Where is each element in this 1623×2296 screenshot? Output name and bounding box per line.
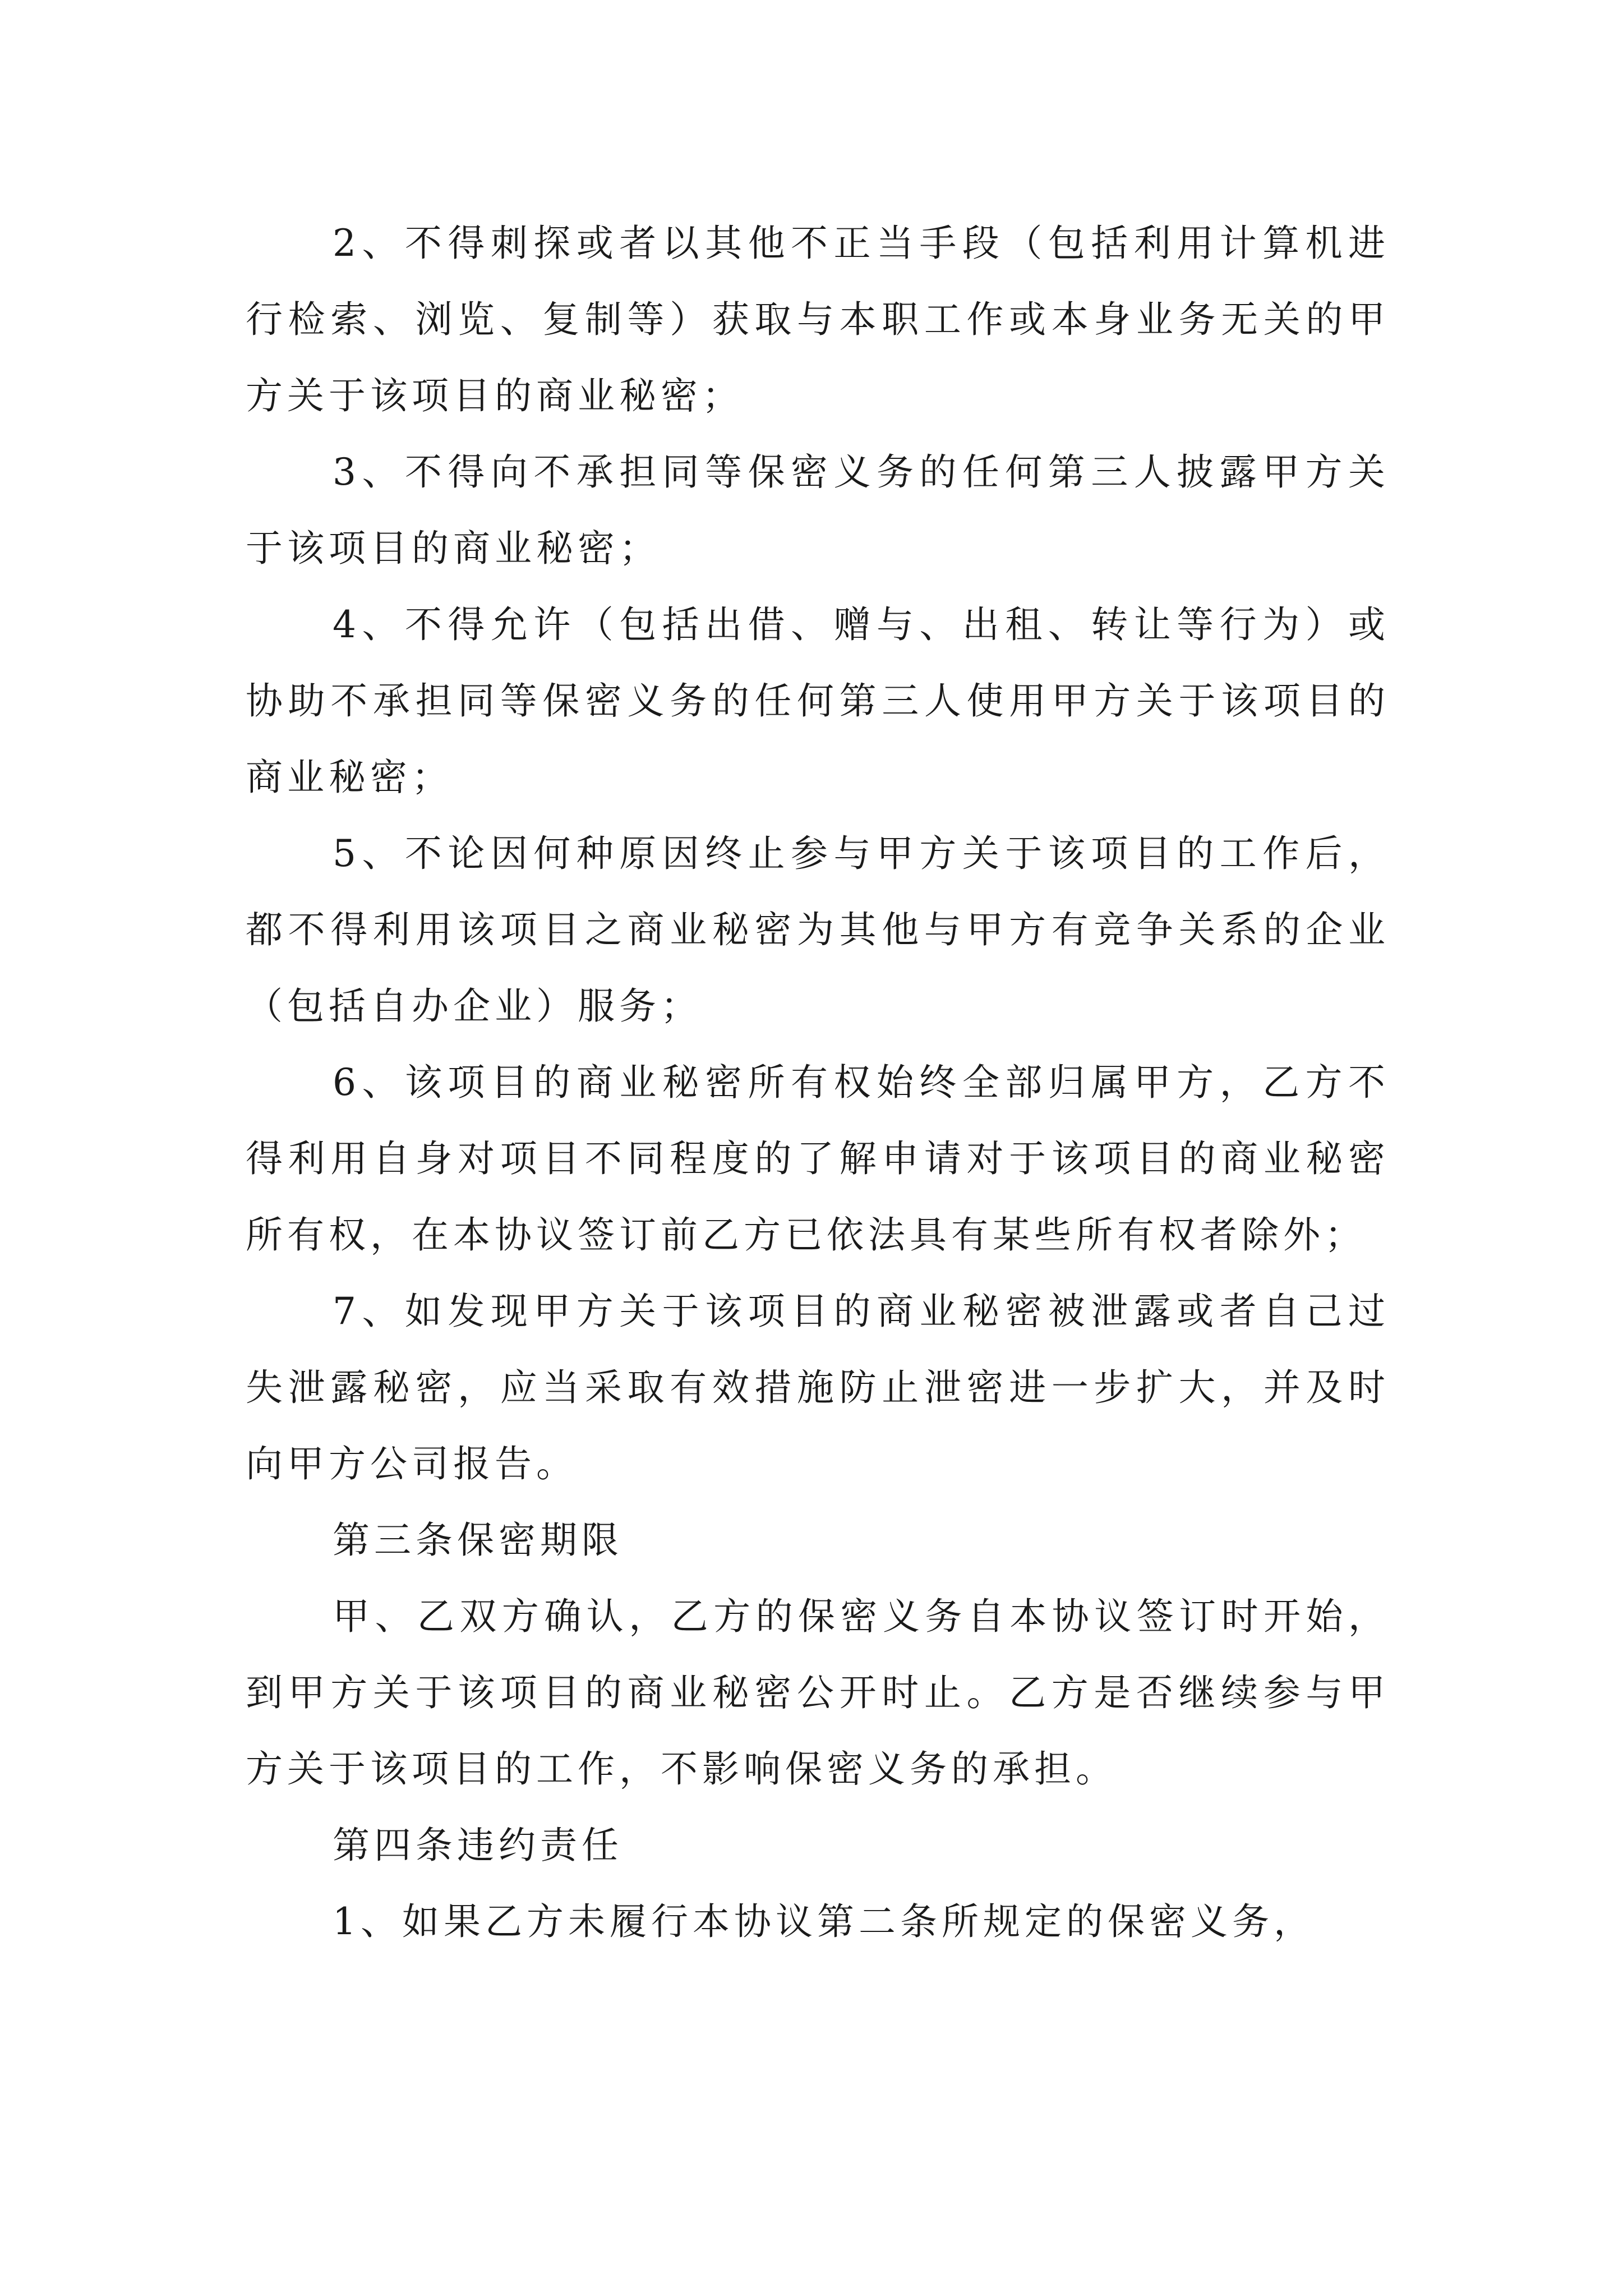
clause-7-paragraph: 7、如发现甲方关于该项目的商业秘密被泄露或者自己过失泄露秘密，应当采取有效措施防止泄密进一步扩大，并及时向甲方公司报告。 [246, 1290, 1390, 1485]
document-body [246, 205, 1390, 1960]
clause-3-paragraph: 3、不得向不承担同等保密义务的任何第三人披露甲方关于该项目的商业秘密； [246, 450, 1390, 570]
clause-4-paragraph: 4、不得允许（包括出借、赠与、出租、转让等行为）或协助不承担同等保密义务的任何第三人使用甲方关于该项目的商业秘密； [246, 603, 1390, 799]
liability-clause-1-paragraph: 1、如果乙方未履行本协议第二条所规定的保密义务， [333, 1900, 1315, 1943]
section-4-heading: 第四条违约责任 [333, 1824, 623, 1867]
confidentiality-term-paragraph: 甲、乙双方确认，乙方的保密义务自本协议签订时开始，到甲方关于该项目的商业秘密公开时止。乙方是否继续参与甲方关于该项目的工作，不影响保密义务的承担。 [246, 1595, 1390, 1791]
clause-2-paragraph: 2、不得刺探或者以其他不正当手段（包括利用计算机进行检索、浏览、复制等）获取与本职工作或本身业务无关的甲方关于该项目的商业秘密； [246, 222, 1390, 417]
clause-6-paragraph: 6、该项目的商业秘密所有权始终全部归属甲方，乙方不得利用自身对项目不同程度的了解申请对于该项目的商业秘密所有权，在本协议签订前乙方已依法具有某些所有权者除外； [246, 1061, 1390, 1257]
section-3-heading: 第三条保密期限 [333, 1519, 623, 1562]
clause-5-paragraph: 5、不论因何种原因终止参与甲方关于该项目的工作后，都不得利用该项目之商业秘密为其他与甲方有竞争关系的企业（包括自办企业）服务； [246, 832, 1390, 1028]
